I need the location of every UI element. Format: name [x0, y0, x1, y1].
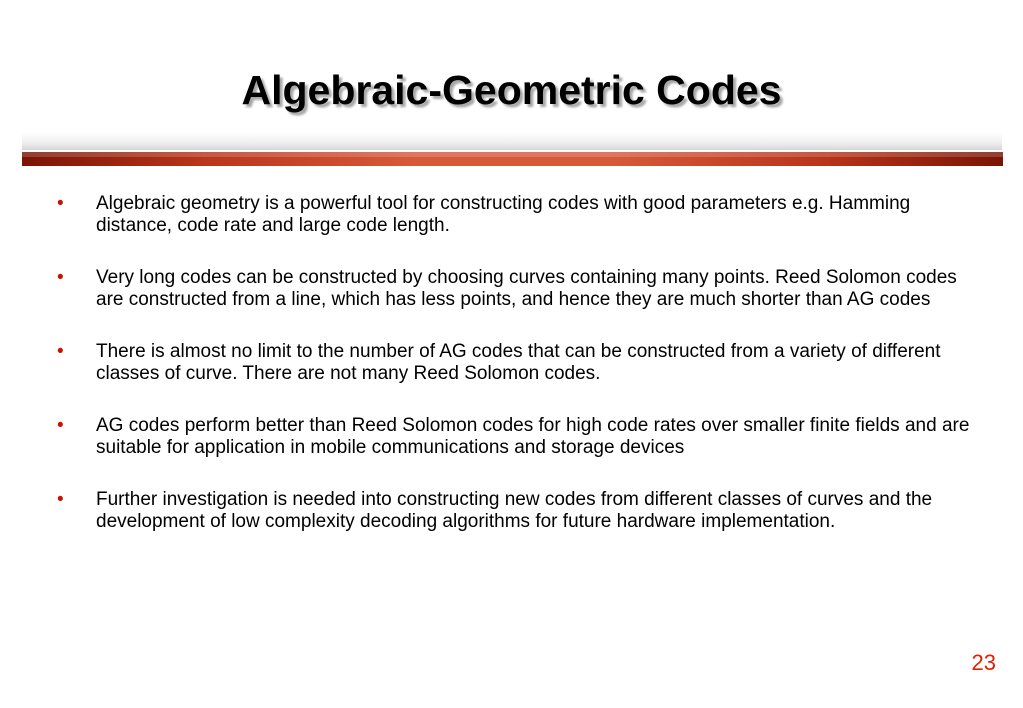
page-number: 23 — [971, 650, 996, 675]
bullet-text: Algebraic geometry is a powerful tool for constructing codes with good parameters e.g. Hamming distance, code rate and large code length. — [96, 193, 911, 236]
bullet-marker: • — [57, 193, 64, 214]
bullet-text: Very long codes can be constructed by choosing curves containing many points. Reed Solomon codes are constructed from a line, which has less points, and hence they are much shorter than AG codes — [96, 267, 957, 310]
bullet-item — [57, 267, 977, 311]
bullet-marker: • — [57, 489, 64, 510]
bullet-list — [57, 193, 977, 563]
bullet-item — [57, 489, 977, 533]
title-divider-bar — [22, 152, 1003, 166]
bullet-text: Further investigation is needed into constructing new codes from different classes of curves and the development of low complexity decoding algorithms for future hardware implementation. — [96, 489, 933, 532]
bullet-item — [57, 193, 977, 237]
bullet-item — [57, 415, 977, 459]
bullet-text: There is almost no limit to the number of AG codes that can be constructed from a variety of different classes of curve. There are not many Reed Solomon codes. — [96, 341, 941, 384]
bullet-marker: • — [57, 341, 64, 362]
bullet-text: AG codes perform better than Reed Solomon codes for high code rates over smaller finite fields and are suitable for application in mobile communications and storage devices — [96, 415, 970, 458]
bullet-item — [57, 341, 977, 385]
slide-title: Algebraic-Geometric Codes — [241, 67, 782, 113]
bullet-marker: • — [57, 415, 64, 436]
title-shadow-band — [22, 132, 1002, 150]
bullet-marker: • — [57, 267, 64, 288]
